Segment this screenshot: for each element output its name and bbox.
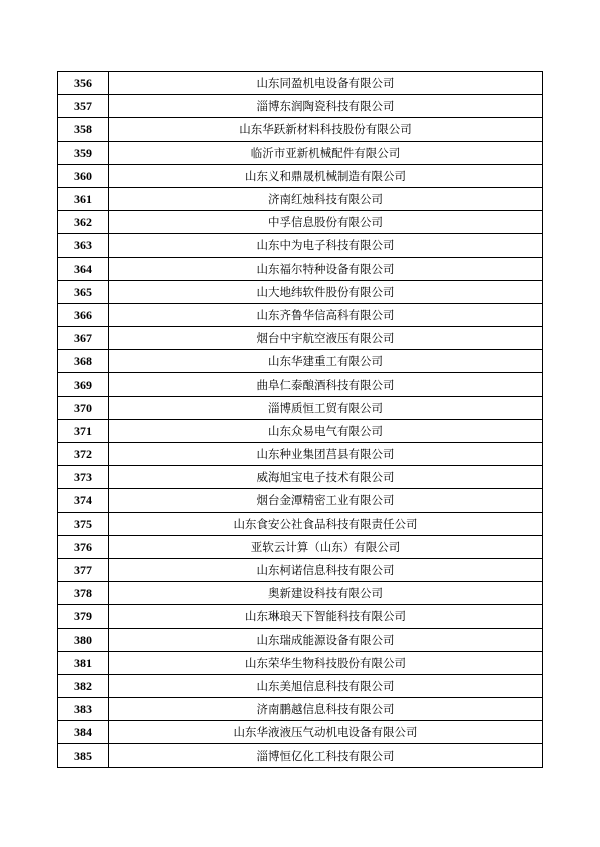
- table-row: [58, 512, 543, 535]
- company-name: 威海旭宝电子技术有限公司: [109, 466, 543, 489]
- company-name: 临沂市亚新机械配件有限公司: [109, 141, 543, 164]
- company-name: 淄博质恒工贸有限公司: [109, 396, 543, 419]
- row-number: 363: [58, 234, 109, 257]
- company-name: 山东福尔特种设备有限公司: [109, 257, 543, 280]
- table-row: [58, 303, 543, 326]
- row-number: 380: [58, 628, 109, 651]
- company-name: 山东同盈机电设备有限公司: [109, 72, 543, 95]
- table-row: [58, 396, 543, 419]
- row-number: 359: [58, 141, 109, 164]
- row-number: 369: [58, 373, 109, 396]
- table-row: [58, 373, 543, 396]
- company-name: 济南红烛科技有限公司: [109, 187, 543, 210]
- row-number: 382: [58, 674, 109, 697]
- row-number: 378: [58, 582, 109, 605]
- row-number: 370: [58, 396, 109, 419]
- company-name: 山东食安公社食品科技有限责任公司: [109, 512, 543, 535]
- company-name: 山东琳琅天下智能科技有限公司: [109, 605, 543, 628]
- row-number: 372: [58, 443, 109, 466]
- company-name: 山东荣华生物科技股份有限公司: [109, 651, 543, 674]
- company-name: 亚软云计算（山东）有限公司: [109, 535, 543, 558]
- company-list-body: [58, 72, 543, 768]
- row-number: 385: [58, 744, 109, 767]
- company-name: 山东华跃新材料科技股份有限公司: [109, 118, 543, 141]
- company-name: 烟台金潭精密工业有限公司: [109, 489, 543, 512]
- company-name: 山东美旭信息科技有限公司: [109, 674, 543, 697]
- table-row: [58, 257, 543, 280]
- company-name: 山大地纬软件股份有限公司: [109, 280, 543, 303]
- table-row: [58, 419, 543, 442]
- table-row: [58, 721, 543, 744]
- table-row: [58, 280, 543, 303]
- company-name: 奥新建设科技有限公司: [109, 582, 543, 605]
- row-number: 362: [58, 211, 109, 234]
- table-row: [58, 72, 543, 95]
- table-row: [58, 443, 543, 466]
- row-number: 365: [58, 280, 109, 303]
- row-number: 358: [58, 118, 109, 141]
- table-row: [58, 698, 543, 721]
- table-row: [58, 164, 543, 187]
- company-name: 山东齐鲁华信高科有限公司: [109, 303, 543, 326]
- company-name: 山东柯诺信息科技有限公司: [109, 558, 543, 581]
- table-row: [58, 535, 543, 558]
- row-number: 377: [58, 558, 109, 581]
- row-number: 374: [58, 489, 109, 512]
- row-number: 366: [58, 303, 109, 326]
- row-number: 360: [58, 164, 109, 187]
- row-number: 357: [58, 95, 109, 118]
- company-name: 山东华液液压气动机电设备有限公司: [109, 721, 543, 744]
- table-row: [58, 489, 543, 512]
- row-number: 381: [58, 651, 109, 674]
- table-row: [58, 558, 543, 581]
- table-row: [58, 327, 543, 350]
- table-row: [58, 350, 543, 373]
- row-number: 356: [58, 72, 109, 95]
- row-number: 367: [58, 327, 109, 350]
- table-row: [58, 95, 543, 118]
- row-number: 384: [58, 721, 109, 744]
- table-row: [58, 605, 543, 628]
- table-row: [58, 582, 543, 605]
- company-name: 山东众易电气有限公司: [109, 419, 543, 442]
- row-number: 371: [58, 419, 109, 442]
- company-name: 山东瑞成能源设备有限公司: [109, 628, 543, 651]
- table-row: [58, 651, 543, 674]
- row-number: 383: [58, 698, 109, 721]
- table-row: [58, 141, 543, 164]
- row-number: 379: [58, 605, 109, 628]
- company-list-table: [57, 71, 543, 768]
- table-row: [58, 628, 543, 651]
- row-number: 376: [58, 535, 109, 558]
- row-number: 375: [58, 512, 109, 535]
- table-row: [58, 674, 543, 697]
- table-row: [58, 187, 543, 210]
- row-number: 361: [58, 187, 109, 210]
- table-row: [58, 211, 543, 234]
- company-name: 中孚信息股份有限公司: [109, 211, 543, 234]
- company-name: 烟台中宇航空液压有限公司: [109, 327, 543, 350]
- company-name: 济南鹏越信息科技有限公司: [109, 698, 543, 721]
- company-name: 淄博东润陶瓷科技有限公司: [109, 95, 543, 118]
- company-name: 曲阜仁泰酿酒科技有限公司: [109, 373, 543, 396]
- table-row: [58, 466, 543, 489]
- company-name: 山东中为电子科技有限公司: [109, 234, 543, 257]
- company-name: 山东华建重工有限公司: [109, 350, 543, 373]
- table-row: [58, 234, 543, 257]
- row-number: 373: [58, 466, 109, 489]
- table-row: [58, 744, 543, 767]
- table-row: [58, 118, 543, 141]
- company-name: 山东种业集团莒县有限公司: [109, 443, 543, 466]
- company-name: 淄博恒亿化工科技有限公司: [109, 744, 543, 767]
- row-number: 368: [58, 350, 109, 373]
- row-number: 364: [58, 257, 109, 280]
- company-name: 山东义和鼎晟机械制造有限公司: [109, 164, 543, 187]
